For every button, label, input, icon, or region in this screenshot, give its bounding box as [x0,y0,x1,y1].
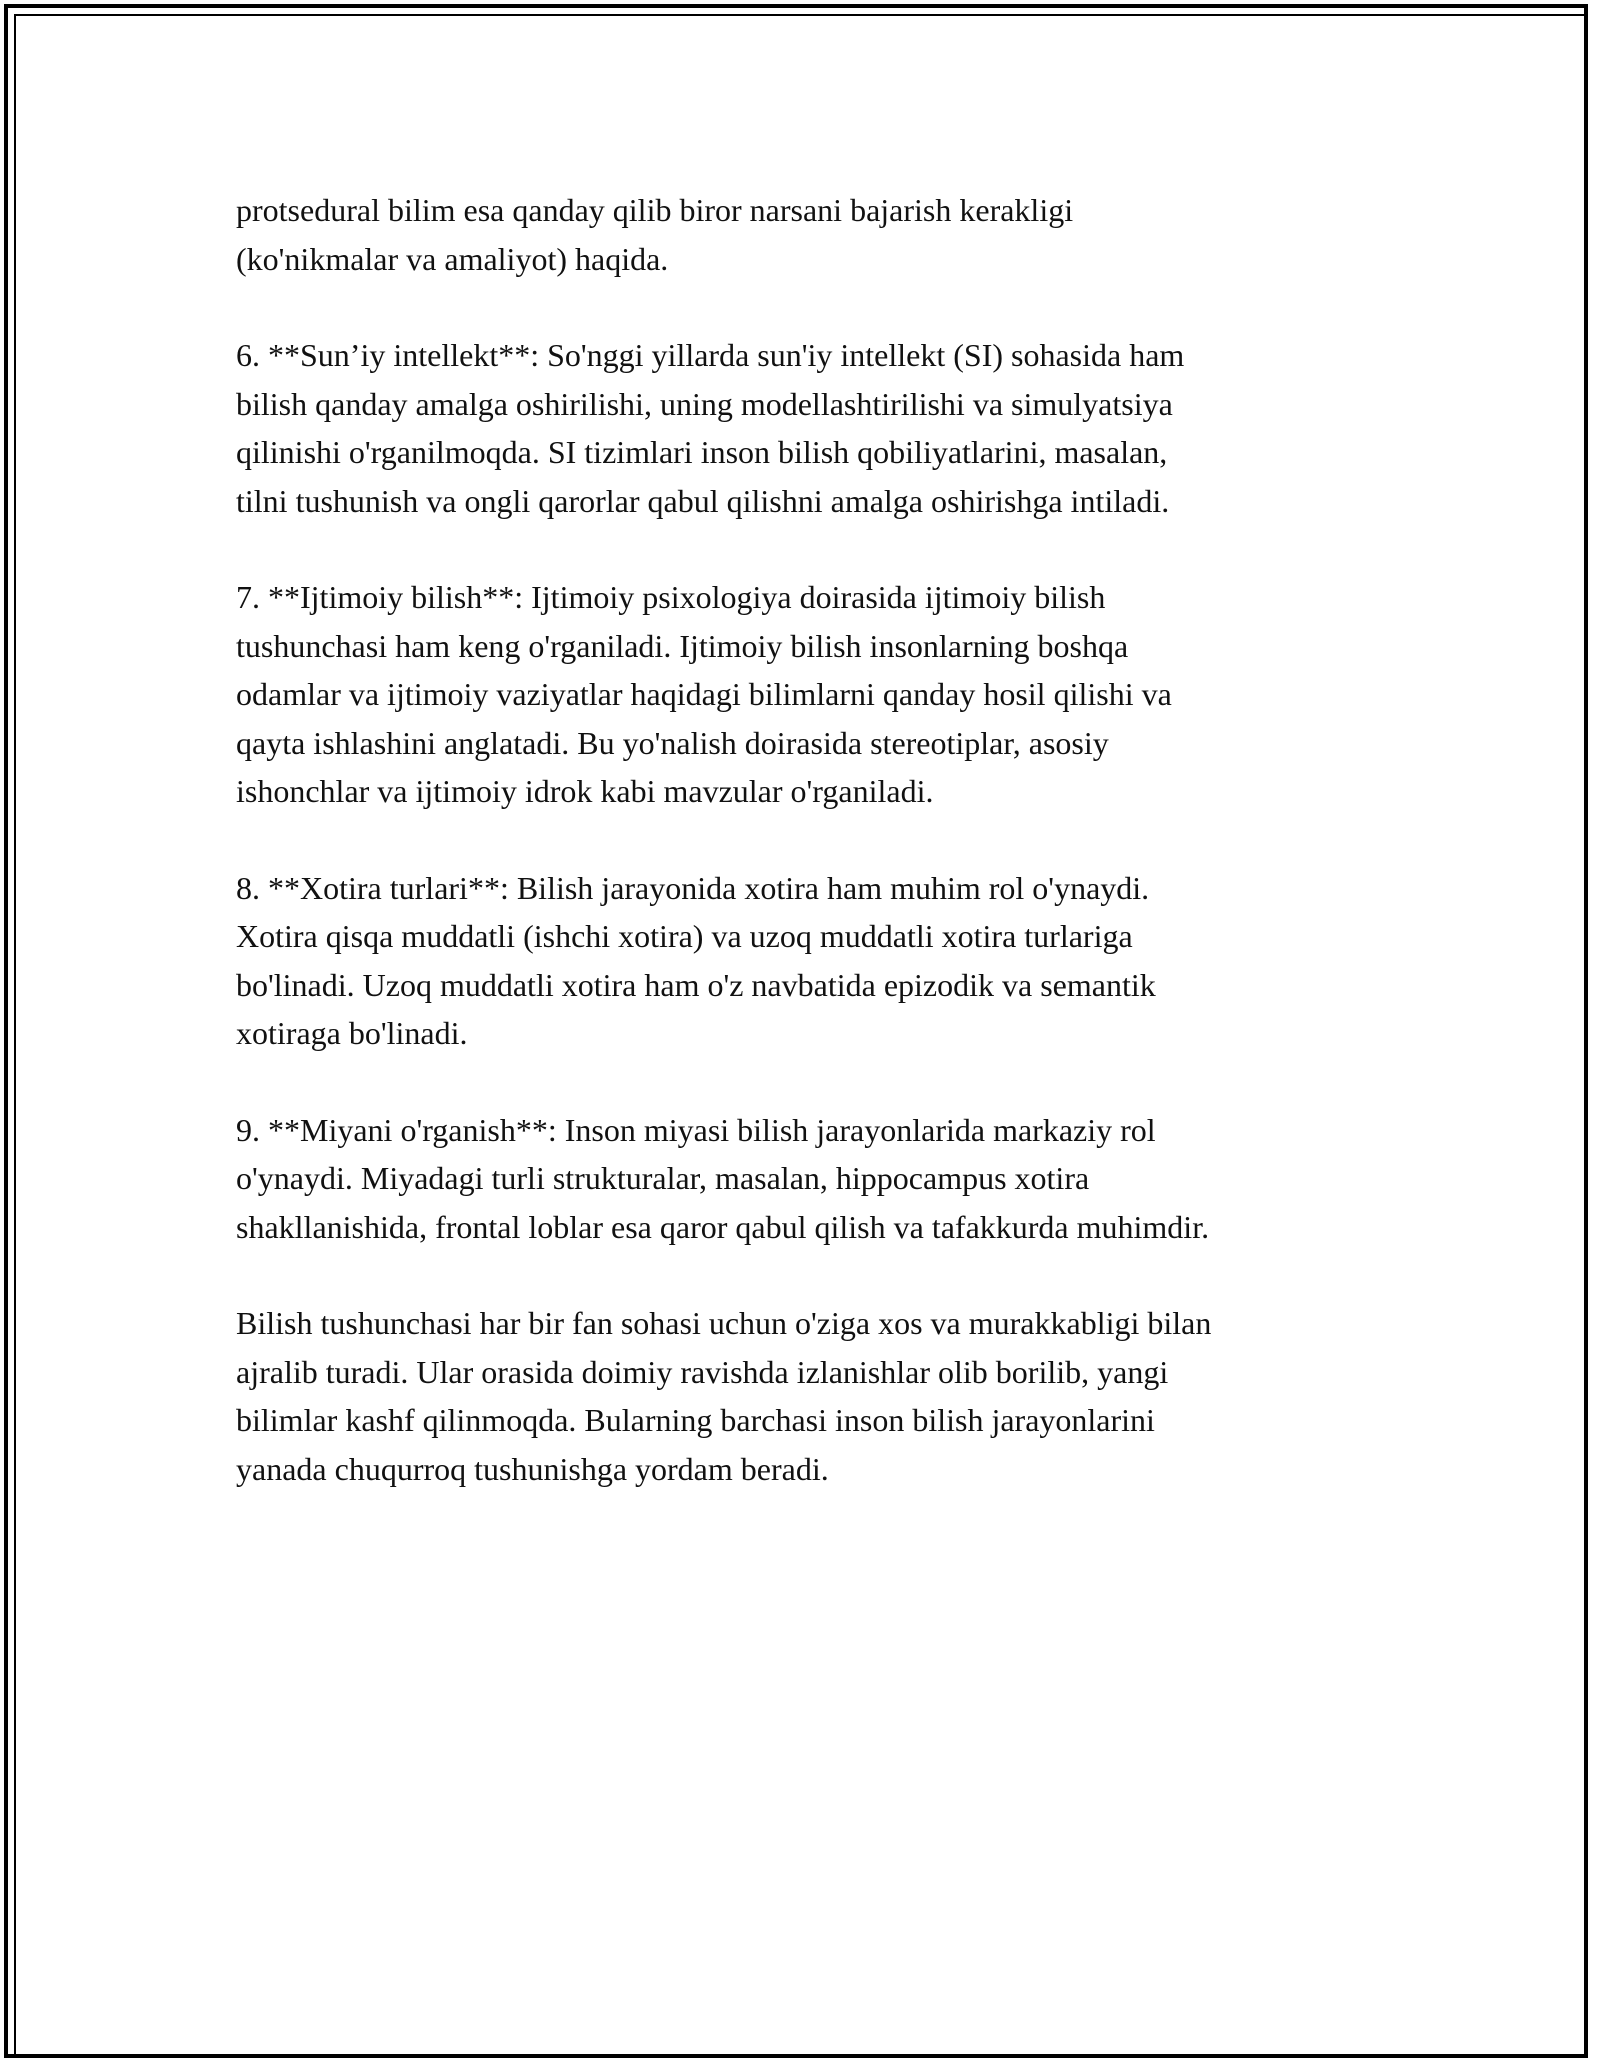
document-body [236,186,1376,1541]
paragraph-artificial-intelligence: 6. **Sun’iy intellekt**: So'nggi yillarda sun'iy intellekt (SI) sohasida ham bilish qanday amalga oshirilishi, uning modellashtirilishi va simulyatsiya qilinishi o'rganilmoqda. SI tizimlari inson bilish qobiliyatlarini, masalan, tilni tushunish va ongli qarorlar qabul qilishni amalga oshirishga intiladi. [236,337,1185,519]
paragraph-procedural-knowledge: protsedural bilim esa qanday qilib biror narsani bajarish kerakligi (ko'nikmalar va amaliyot) haqida. [236,192,1074,277]
paragraph-memory-types: 8. **Xotira turlari**: Bilish jarayonida xotira ham muhim rol o'ynaydi. Xotira qisqa muddatli (ishchi xotira) va uzoq muddatli xotira turlariga bo'linadi. Uzoq muddatli xotira ham o'z navbatida epizodik va semantik xotiraga bo'linadi. [236,869,1156,1051]
paragraph-social-cognition: 7. **Ijtimoiy bilish**: Ijtimoiy psixologiya doirasida ijtimoiy bilish tushunchasi ham keng o'rganiladi. Ijtimoiy bilish insonlarning boshqa odamlar va ijtimoiy vaziyatlar haqidagi bilimlarni qanday hosil qilishi va qayta ishlashini anglatadi. Bu yo'nalish doirasida stereotiplar, asosiy ishonchlar va ijtimoiy idrok kabi mavzular o'rganiladi. [236,579,1172,809]
paragraph-brain-study: 9. **Miyani o'rganish**: Inson miyasi bilish jarayonlarida markaziy rol o'ynaydi. Miyadagi turli strukturalar, masalan, hippocampus xotira shakllanishida, frontal loblar esa qaror qabul qilish va tafakkurda muhimdir. [236,1111,1210,1245]
paragraph-conclusion: Bilish tushunchasi har bir fan sohasi uchun o'ziga xos va murakkabligi bilan ajralib turadi. Ular orasida doimiy ravishda izlanishlar olib borilib, yangi bilimlar kashf qilinmoqda. Bularning barchasi inson bilish jarayonlarini yanada chuqurroq tushunishga yordam beradi. [236,1305,1212,1487]
